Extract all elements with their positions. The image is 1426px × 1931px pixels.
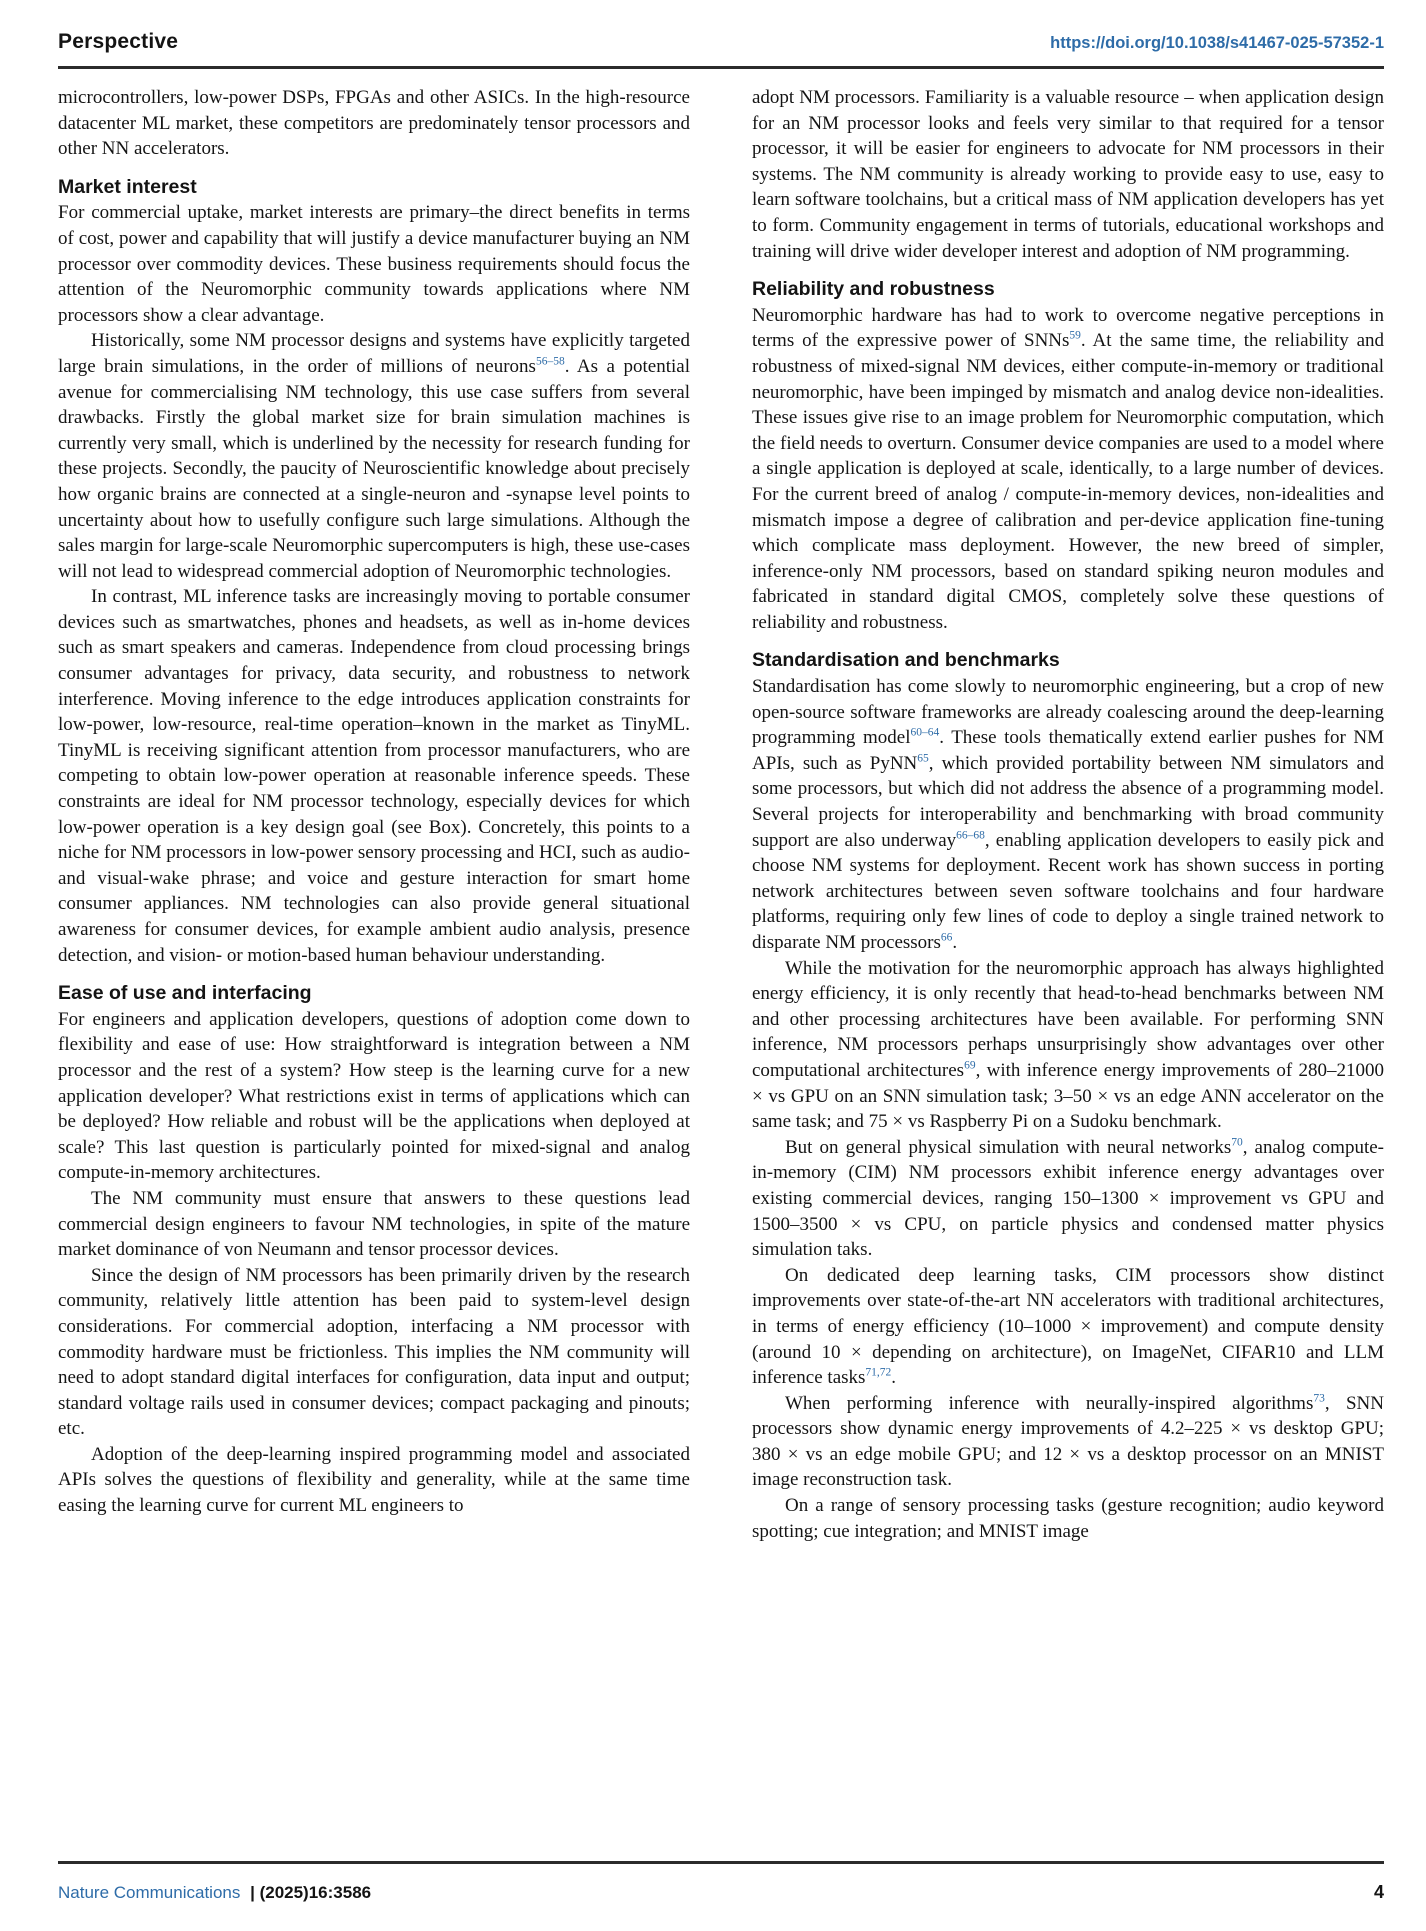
paragraph [752, 1493, 1384, 1544]
paragraph [58, 200, 690, 328]
paragraph [58, 1007, 690, 1186]
paragraph [752, 1263, 1384, 1391]
page-header [58, 30, 1384, 69]
paragraph [58, 1263, 690, 1442]
reference-link[interactable]: 56–58 [535, 355, 565, 368]
text-run: adopt NM processors. Familiarity is a valuable resource – when application design for an NM processor looks and feels very similar to that required for a tensor processor, it will be easier for engineers to advocate for NM processors in their systems. The NM community is already working to provide easy to use, easy to learn software toolchains, but a critical mass of NM application developers has yet to form. Community engagement in terms of tutorials, educational workshops and training will drive wider developer interest and adoption of NM programming. [752, 87, 1384, 262]
paragraph [752, 1135, 1384, 1263]
reference-link[interactable]: 66–68 [956, 829, 985, 842]
text-run: , with inference energy improvements of 280–21000 × vs GPU on an SNN simulation task; 3–50 × vs an edge ANN accelerator on the same task; and 75 × vs Raspberry Pi on a Sudoku benchmark. [752, 1059, 1384, 1133]
reference-link[interactable]: 69 [964, 1059, 976, 1072]
text-run: But on general physical simulation with neural networks [785, 1136, 1232, 1158]
text-run: On dedicated deep learning tasks, CIM processors show distinct improvements over state-of-the-art NN accelerators with traditional architectures, in terms of energy efficiency (10–1000 × improvement) and compute density (around 10 × depending on architecture), on ImageNet, CIFAR10 and LLM inference tasks [752, 1264, 1384, 1389]
text-run: The NM community must ensure that answers to these questions lead commercial design engineers to favour NM technologies, in spite of the mature market dominance of von Neumann and tensor processor devices. [58, 1187, 690, 1261]
journal-link[interactable]: Nature Communications [58, 1883, 241, 1902]
reference-link[interactable]: 73 [1313, 1392, 1325, 1405]
text-run: , enabling application developers to easily pick and choose NM systems for deployment. Recent work has shown success in porting network architectures between seven software toolchains and four hardware platforms, requiring only few lines of code to deploy a single trained network to disparate NM processors [752, 829, 1384, 953]
paragraph [752, 303, 1384, 636]
page-number: 4 [1373, 1882, 1384, 1902]
citation-text: | (2025)16:3586 [250, 1883, 372, 1902]
text-run: Neuromorphic hardware has had to work to overcome negative perceptions in terms of the expressive power of SNNs [752, 304, 1384, 352]
reference-link[interactable]: 65 [917, 752, 929, 765]
text-run: , which provided portability between NM simulators and some processors, but which did not address the absence of a programming model. Several projects for interoperability and benchmarking with broad community support are also underway [752, 752, 1384, 851]
paragraph [58, 328, 690, 584]
text-run: . [891, 1367, 897, 1389]
text-run: In contrast, ML inference tasks are increasingly moving to portable consumer devices such as smartwatches, phones and headsets, as well as in-home devices such as smart speakers and cameras. Independence from cloud processing brings consumer advantages for privacy, data security, and robustness to network interference. Moving inference to the edge introduces application constraints for low-power, low-resource, real-time operation–known in the market as TinyML. TinyML is receiving significant attention from processor manufacturers, who are competing to obtain low-power operation at reasonable inference speeds. These constraints are ideal for NM processor technology, especially devices for which low-power operation is a key design goal (see Box). Concretely, this points to a niche for NM processors in low-power sensory processing and HCI, such as audio- and visual-wake phrase; and voice and gesture interaction for smart home consumer appliances. NM technologies can also provide general situational awareness for consumer devices, for example ambient audio analysis, presence detection, and vision- or motion-based human behaviour understanding. [58, 586, 690, 966]
left-column [58, 85, 690, 1544]
text-run: . These tools thematically extend earlier pushes for NM APIs, such as PyNN [752, 727, 1384, 774]
doi-link[interactable]: https://doi.org/10.1038/s41467-025-57352-1 [1050, 34, 1384, 52]
text-run: Adoption of the deep-learning inspired programming model and associated APIs solves the questions of flexibility and generality, while at the same time easing the learning curve for current ML engineers to [58, 1443, 690, 1517]
section-heading: Market interest [58, 175, 197, 198]
footer-citation-group [58, 1883, 371, 1903]
paragraph [752, 1391, 1384, 1493]
text-run: For engineers and application developers, questions of adoption come down to flexibility and ease of use: How straightforward is integration between a NM processor and the rest of a system? How steep is the learning curve for a new application developer? What restrictions exist in terms of applications which can be deployed? How reliable and robust will be the applications when deployed at scale? This last question is particularly pointed for mixed-signal and analog compute-in-memory architectures. [58, 1008, 690, 1184]
text-run: Since the design of NM processors has been primarily driven by the research community, relatively little attention has been paid to system-level design considerations. For commercial adoption, interfacing a NM processor with commodity hardware must be frictionless. This implies the NM community will need to adopt standard digital interfaces for configuration, data input and output; standard voltage rails used in consumer devices; compact packaging and pinouts; etc. [58, 1264, 690, 1440]
text-run: . As a potential avenue for commercialising NM technology, this use case suffers from several drawbacks. Firstly the global market size for brain simulation machines is currently very small, which is underlined by the necessity for research funding for these projects. Secondly, the paucity of Neuroscientific knowledge about precisely how organic brains are connected at a single-neuron and -synapse level points to uncertainty about how to usefully configure such large simulations. Although the sales margin for large-scale Neuromorphic supercomputers is high, these use-cases will not lead to widespread commercial adoption of Neuromorphic technologies. [58, 355, 690, 582]
text-run: For commercial uptake, market interests are primary–the direct benefits in terms of cost, power and capability that will justify a device manufacturer buying an NM processor over commodity devices. These business requirements should focus the attention of the Neuromorphic community towards applications where NM processors show a clear advantage. [58, 202, 690, 326]
paragraph [752, 956, 1384, 1135]
text-run: microcontrollers, low-power DSPs, FPGAs and other ASICs. In the high-resource datacenter ML market, these competitors are predominately tensor processors and other NN accelerators. [58, 87, 690, 160]
right-column [752, 85, 1384, 1544]
text-run: , SNN processors show dynamic energy improvements of 4.2–225 × vs desktop GPU; 380 × vs an edge mobile GPU; and 12 × vs a desktop processor on an MNIST image reconstruction task. [752, 1392, 1385, 1491]
paragraph [58, 1186, 690, 1263]
text-run: . [952, 932, 958, 953]
paragraph [752, 674, 1384, 956]
text-run: . At the same time, the reliability and robustness of mixed-signal NM devices, either compute-in-memory or traditional neuromorphic, have been impinged by mismatch and analog device non-idealities. These issues give rise to an image problem for Neuromorphic computation, which the field needs to overturn. Consumer device companies are used to a model where a single application is deployed at scale, identically, to a large number of devices. For the current breed of analog / compute-in-memory devices, non-idealities and mismatch impose a degree of calibration and per-device application fine-tuning which complicate mass deployment. However, the new breed of simpler, inference-only NM processors, based on standard spiking neuron modules and fabricated in standard digital CMOS, completely solve these questions of reliability and robustness. [752, 330, 1385, 633]
reference-link[interactable]: 70 [1231, 1136, 1243, 1149]
section-heading: Ease of use and interfacing [58, 982, 312, 1005]
text-run: Historically, some NM processor designs and systems have explicitly targeted large brain simulations, in the order of millions of neurons [58, 330, 690, 377]
paragraph [58, 1442, 690, 1519]
page-footer [58, 1861, 1384, 1903]
text-run: When performing inference with neurally-inspired algorithms [785, 1392, 1314, 1414]
article-type-label: Perspective [58, 30, 179, 53]
paragraph [58, 85, 690, 162]
paragraph [58, 584, 690, 968]
paragraph [752, 85, 1384, 264]
text-run: Standardisation has come slowly to neuromorphic engineering, but a crop of new open-source software frameworks are already coalescing around the deep-learning programming model [752, 676, 1384, 749]
section-heading: Standardisation and benchmarks [752, 649, 1060, 672]
reference-link[interactable]: 59 [1069, 330, 1081, 343]
text-run: , analog compute-in-memory (CIM) NM processors exhibit inference energy advantages over existing commercial devices, ranging 150–1300 × improvement vs GPU and 1500–3500 × vs CPU, on particle physics and condensed matter physics simulation taks. [752, 1136, 1384, 1261]
reference-link[interactable]: 71,72 [865, 1366, 892, 1379]
reference-link[interactable]: 60–64 [910, 726, 940, 739]
text-run: While the motivation for the neuromorphic approach has always highlighted energy efficiency, it is only recently that head-to-head benchmarks between NM and other processing architectures have been available. For performing SNN inference, NM processors perhaps unsurprisingly show advantages over other computational architectures [752, 957, 1384, 1081]
section-heading: Reliability and robustness [752, 278, 995, 301]
reference-link[interactable]: 66 [940, 931, 953, 944]
article-body [58, 85, 1384, 1544]
text-run: On a range of sensory processing tasks (gesture recognition; audio keyword spotting; cue integration; and MNIST image [752, 1495, 1384, 1542]
